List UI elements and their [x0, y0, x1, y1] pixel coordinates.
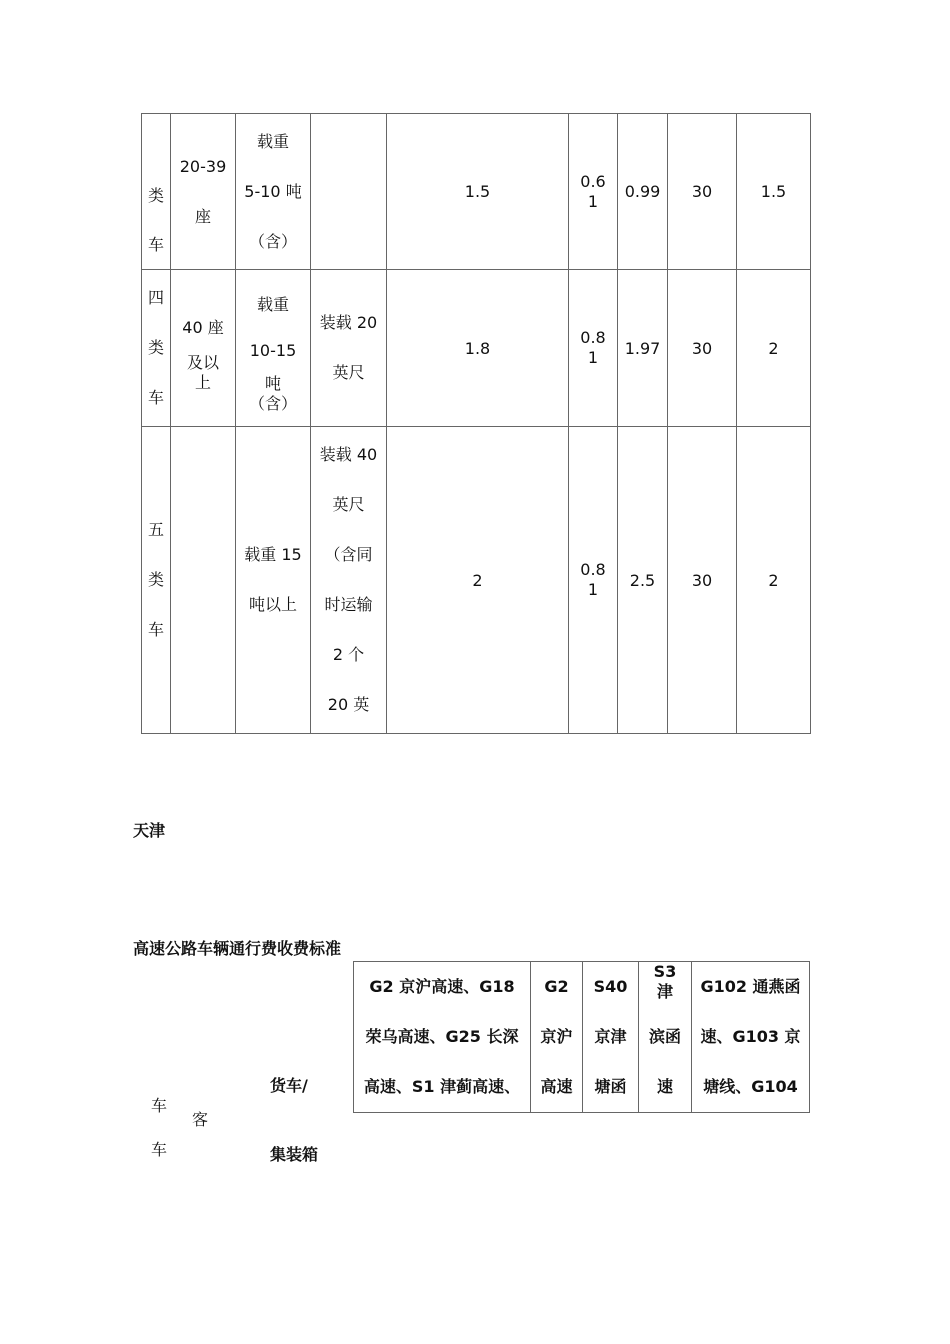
value-cell [668, 427, 737, 734]
route-header-g2 [531, 962, 583, 1113]
section-subtitle: 高速公路车辆通行费收费标准 [133, 939, 342, 958]
text-line: 0.8 [580, 560, 606, 579]
text-line: 高速、S1 津蓟高速、 [363, 1077, 521, 1096]
text-line: 高速 [540, 1077, 573, 1096]
table-row [142, 427, 811, 734]
text-line: 载重 [256, 131, 289, 151]
text-line: 吨 [264, 374, 281, 393]
load-cell [236, 427, 311, 734]
text-line: S3 [653, 962, 677, 981]
rate-cell [387, 114, 569, 270]
seats-cell [171, 270, 236, 427]
text-line: 0.8 [580, 328, 606, 347]
value-cell [618, 270, 668, 427]
text-line: （含） [248, 231, 297, 251]
section-title: 天津 [133, 821, 166, 840]
text-line: 车 [147, 620, 164, 639]
text-line: 车 [147, 235, 164, 254]
coef-cell [569, 270, 618, 427]
text-line: 载重 15 [244, 545, 302, 564]
vehicle-label [151, 1084, 167, 1172]
text-line: 20 英 [327, 695, 370, 714]
text-line: 类 [147, 186, 164, 205]
value: 30 [691, 182, 713, 201]
text-line: 车 [151, 1140, 168, 1159]
text-line: 10-15 [249, 341, 297, 360]
text-line: 京津 [594, 1027, 627, 1046]
text-line: （含） [248, 394, 297, 413]
text-line: 装载 20 [319, 313, 378, 332]
text-line: 货车/ [270, 1076, 308, 1095]
load-cell [236, 270, 311, 427]
value: 30 [691, 338, 713, 358]
text-line: 速 [656, 1077, 673, 1096]
container-cell [311, 114, 387, 270]
text-line: G102 通燕函 [700, 977, 801, 996]
truck-container-label [270, 1073, 318, 1165]
text-line: 滨函 [648, 1027, 681, 1046]
rate-value: 2 [472, 570, 483, 590]
value: 1.5 [760, 182, 787, 201]
text-line: 及以 [186, 353, 219, 372]
text-line: 装载 40 [319, 445, 378, 464]
text-line: 五 [147, 520, 164, 539]
text-line: 塘线、G104 [703, 1077, 798, 1096]
value: 0.99 [624, 182, 661, 201]
text-line: S40 [593, 977, 628, 996]
value: 2.5 [629, 570, 656, 590]
text-line: 四 [147, 288, 164, 307]
rate-value: 1.8 [464, 338, 491, 358]
text-line: （含同 [324, 545, 373, 564]
value-cell [737, 114, 811, 270]
table-row [142, 270, 811, 427]
value: 1.97 [624, 338, 661, 358]
table-row [354, 962, 810, 1113]
text-line: G2 [544, 977, 569, 996]
text-line: 吨以上 [248, 595, 297, 614]
text-line: 0.6 [580, 171, 606, 191]
text-line: 座 [194, 206, 211, 226]
coef-cell [569, 114, 618, 270]
text-line: 1 [587, 191, 599, 211]
value-cell [668, 114, 737, 270]
route-header-g102-g103-g104 [692, 962, 810, 1113]
value-cell [668, 270, 737, 427]
value: 2 [768, 570, 779, 590]
table-row [142, 114, 811, 270]
text-line: 20-39 [179, 156, 227, 176]
text-line: 速、G103 京 [700, 1027, 801, 1046]
text-line: 英尺 [332, 363, 365, 382]
value-cell [737, 270, 811, 427]
text-line: 车 [151, 1096, 168, 1115]
text-line: 京沪 [540, 1027, 573, 1046]
text-line: 5-10 吨 [244, 181, 302, 201]
text-line: 津 [656, 982, 673, 1001]
value-cell [737, 427, 811, 734]
value: 30 [691, 570, 713, 590]
rate-cell [387, 427, 569, 734]
text-line: 时运输 [324, 595, 373, 614]
tianjin-route-header-table [353, 961, 810, 1113]
text-line: 40 座 [182, 318, 224, 337]
text-line: 荣乌高速、G25 长深 [365, 1027, 519, 1046]
seats-cell [171, 114, 236, 270]
load-cell [236, 114, 311, 270]
text-line: 集装箱 [270, 1145, 319, 1164]
rate-value: 1.5 [464, 182, 491, 201]
text-line: 载重 [256, 295, 289, 314]
text-line: 1 [587, 580, 599, 599]
text-line: 类 [147, 338, 164, 357]
text-line: 英尺 [332, 495, 365, 514]
value-cell [618, 427, 668, 734]
text-line: 塘函 [594, 1077, 627, 1096]
vehicle-class-cell [142, 427, 171, 734]
text-line: 1 [587, 348, 599, 367]
route-header-s3 [639, 962, 692, 1113]
text-line: 车 [147, 388, 164, 407]
passenger-label: 客 [192, 1110, 209, 1129]
text-line: 上 [194, 373, 211, 392]
seats-cell [171, 427, 236, 734]
toll-rate-table-continued [141, 113, 811, 734]
container-cell [311, 270, 387, 427]
vehicle-class-cell [142, 114, 171, 270]
value-cell [618, 114, 668, 270]
rate-cell [387, 270, 569, 427]
vehicle-class-cell [142, 270, 171, 427]
coef-cell [569, 427, 618, 734]
text-line: 2 个 [332, 645, 365, 664]
container-cell [311, 427, 387, 734]
text-line: 类 [147, 570, 164, 589]
value: 2 [768, 338, 779, 358]
route-header-s40 [583, 962, 639, 1113]
route-header-g2-g18-g25-s1 [354, 962, 531, 1113]
text-line: G2 京沪高速、G18 [369, 977, 515, 996]
